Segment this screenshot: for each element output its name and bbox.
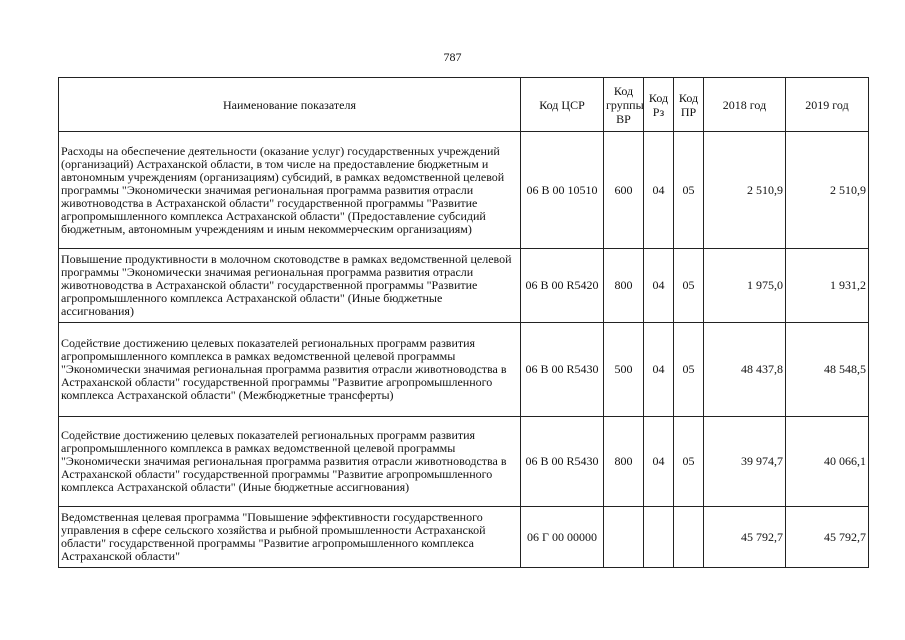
row-name: Содействие достижению целевых показателей региональных программ развития агропромышленного комплекса в рамках ведомственной целевой программы "Экономически значимая региональная программа развития отрасли животноводства в Астраханской области" государственной программы "Развитие агропромышленного комплекса Астраханской области" (Межбюджетные трансферты): [59, 323, 521, 417]
row-vr: 800: [604, 249, 644, 323]
header-pr: Код ПР: [674, 78, 704, 132]
row-pr: 05: [674, 323, 704, 417]
table-header-row: [59, 78, 869, 132]
row-2019: 40 066,1: [786, 417, 869, 507]
row-rz: [644, 507, 674, 568]
row-2018: 45 792,7: [704, 507, 786, 568]
row-rz: 04: [644, 323, 674, 417]
row-rz: 04: [644, 417, 674, 507]
row-2018: 39 974,7: [704, 417, 786, 507]
row-name: Расходы на обеспечение деятельности (оказание услуг) государственных учреждений (организаций) Астраханской области, в том числе на предоставление бюджетным и автономным учреждениям (организациям) субсидий, в рамках ведомственной целевой программы "Экономически значимая региональная программа развития отрасли животноводства в Астраханской области" государственной программы "Развитие агропромышленного комплекса Астраханской области" (Предоставление субсидий бюджетным, автономным учреждениям и иным некоммерческим организациям): [59, 132, 521, 249]
header-2019: 2019 год: [786, 78, 869, 132]
row-csr: 06 В 00 R5430: [521, 417, 604, 507]
table-row: [59, 132, 869, 249]
table-row: [59, 249, 869, 323]
row-name: Повышение продуктивности в молочном скотоводстве в рамках ведомственной целевой программы "Экономически значимая региональная программа развития отрасли животноводства в Астраханской области" государственной программы "Развитие агропромышленного комплекса Астраханской области" (Иные бюджетные ассигнования): [59, 249, 521, 323]
row-2018: 48 437,8: [704, 323, 786, 417]
row-csr: 06 В 00 10510: [521, 132, 604, 249]
row-vr: 600: [604, 132, 644, 249]
row-vr: [604, 507, 644, 568]
row-csr: 06 В 00 R5430: [521, 323, 604, 417]
page-number: 787: [443, 50, 462, 64]
row-2018: 1 975,0: [704, 249, 786, 323]
row-pr: 05: [674, 249, 704, 323]
header-name: Наименование показателя: [59, 78, 521, 132]
row-vr: 500: [604, 323, 644, 417]
row-2019: 2 510,9: [786, 132, 869, 249]
row-2019: 48 548,5: [786, 323, 869, 417]
row-pr: [674, 507, 704, 568]
header-2018: 2018 год: [704, 78, 786, 132]
header-vr: Код группы ВР: [604, 78, 644, 132]
table-row: [59, 323, 869, 417]
row-vr: 800: [604, 417, 644, 507]
header-csr: Код ЦСР: [521, 78, 604, 132]
table-row: [59, 417, 869, 507]
row-csr: 06 Г 00 00000: [521, 507, 604, 568]
row-2019: 1 931,2: [786, 249, 869, 323]
row-name: Ведомственная целевая программа "Повышение эффективности государственного управления в сфере сельского хозяйства и рыбной промышленности Астраханской области" государственной программы "Развитие агропромышленного комплекса Астраханской области": [59, 507, 521, 568]
row-name: Содействие достижению целевых показателей региональных программ развития агропромышленного комплекса в рамках ведомственной целевой программы "Экономически значимая региональная программа развития отрасли животноводства в Астраханской области" государственной программы "Развитие агропромышленного комплекса Астраханской области" (Иные бюджетные ассигнования): [59, 417, 521, 507]
header-rz: Код Рз: [644, 78, 674, 132]
row-csr: 06 В 00 R5420: [521, 249, 604, 323]
row-pr: 05: [674, 132, 704, 249]
table-row: [59, 507, 869, 568]
row-rz: 04: [644, 249, 674, 323]
budget-table: [58, 77, 869, 568]
row-pr: 05: [674, 417, 704, 507]
row-2019: 45 792,7: [786, 507, 869, 568]
row-rz: 04: [644, 132, 674, 249]
row-2018: 2 510,9: [704, 132, 786, 249]
